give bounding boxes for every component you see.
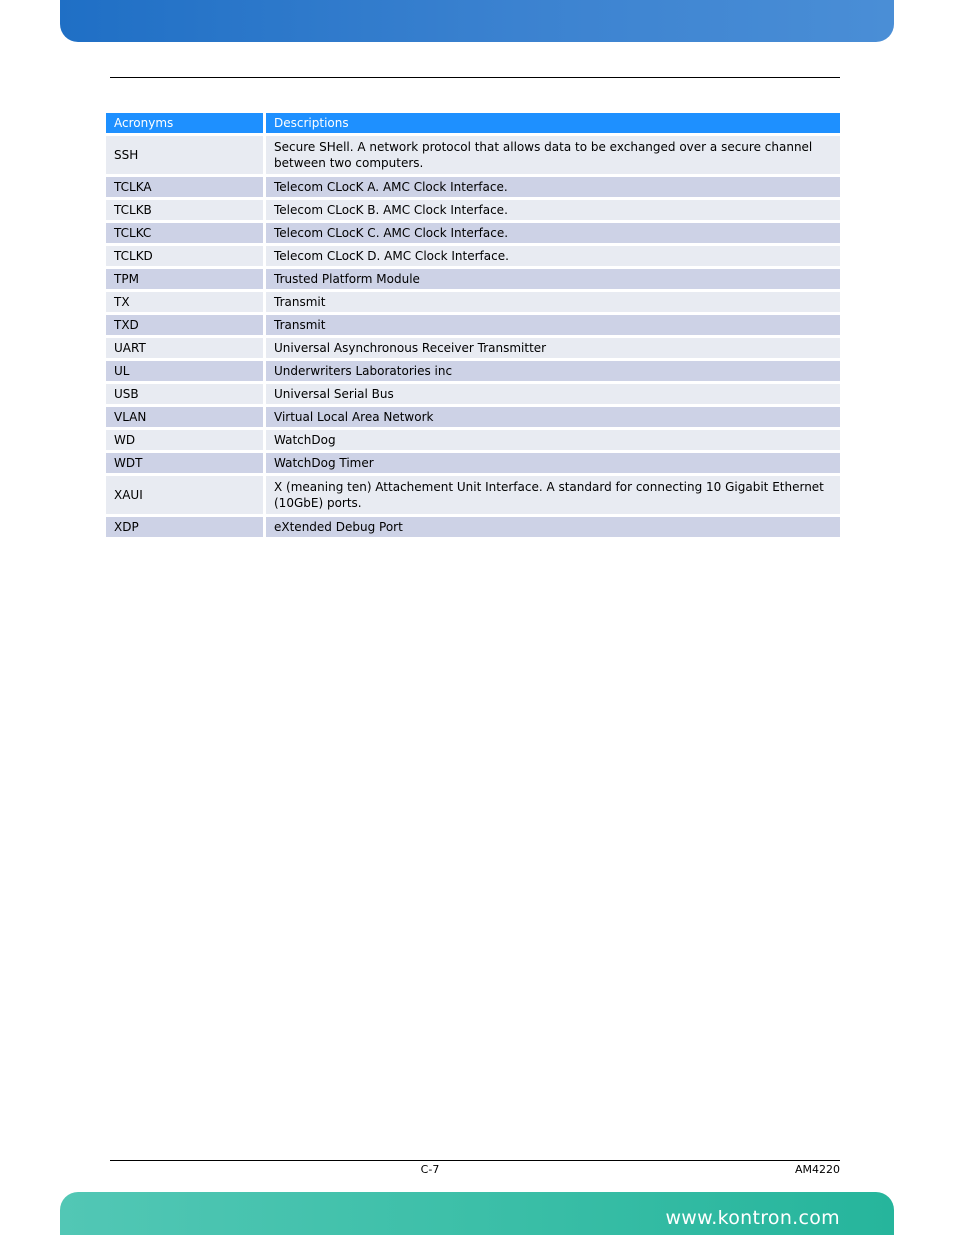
acronym-cell: TXD [106,315,263,335]
acronym-cell: WDT [106,453,263,473]
table-row [106,430,840,450]
description-cell: Virtual Local Area Network [263,407,840,427]
description-cell: Telecom CLocK B. AMC Clock Interface. [263,200,840,220]
description-cell: Transmit [263,315,840,335]
page-number: C-7 [420,1163,440,1176]
description-cell: eXtended Debug Port [263,517,840,537]
table-header-row [106,113,840,133]
table-row [106,292,840,312]
table-row [106,361,840,381]
header-banner [60,0,894,42]
acronyms-table [106,110,840,540]
acronym-cell: TCLKD [106,246,263,266]
description-cell: X (meaning ten) Attachement Unit Interface. A standard for connecting 10 Gigabit Ethernet (10GbE) ports. [263,476,840,514]
acronym-cell: USB [106,384,263,404]
table-row [106,223,840,243]
description-cell: Underwriters Laboratories inc [263,361,840,381]
header-divider [110,77,840,78]
description-cell: WatchDog [263,430,840,450]
footer-divider [110,1160,840,1161]
table-row [106,177,840,197]
acronym-cell: XDP [106,517,263,537]
description-cell: Telecom CLocK A. AMC Clock Interface. [263,177,840,197]
acronym-cell: WD [106,430,263,450]
table-row [106,453,840,473]
description-cell: Universal Asynchronous Receiver Transmitter [263,338,840,358]
website-link[interactable]: www.kontron.com [665,1207,840,1229]
acronym-cell: UART [106,338,263,358]
acronym-cell: VLAN [106,407,263,427]
table-row [106,384,840,404]
table-row [106,246,840,266]
description-cell: Telecom CLocK D. AMC Clock Interface. [263,246,840,266]
table-row [106,269,840,289]
description-cell: Transmit [263,292,840,312]
table-row [106,517,840,537]
description-cell: Universal Serial Bus [263,384,840,404]
table-row [106,136,840,174]
table-row [106,200,840,220]
acronym-cell: TCLKB [106,200,263,220]
acronym-cell: UL [106,361,263,381]
footer-banner [60,1192,894,1235]
acronym-cell: TPM [106,269,263,289]
table-row [106,338,840,358]
description-cell: Telecom CLocK C. AMC Clock Interface. [263,223,840,243]
header-acronyms: Acronyms [106,113,263,133]
table-row [106,476,840,514]
acronym-cell: TX [106,292,263,312]
acronym-cell: TCLKA [106,177,263,197]
acronym-cell: XAUI [106,476,263,514]
header-descriptions: Descriptions [263,113,840,133]
table-row [106,407,840,427]
acronym-cell: SSH [106,136,263,174]
product-name: AM4220 [794,1163,840,1176]
table-row [106,315,840,335]
description-cell: Secure SHell. A network protocol that allows data to be exchanged over a secure channel between two computers. [263,136,840,174]
description-cell: Trusted Platform Module [263,269,840,289]
description-cell: WatchDog Timer [263,453,840,473]
acronym-cell: TCLKC [106,223,263,243]
